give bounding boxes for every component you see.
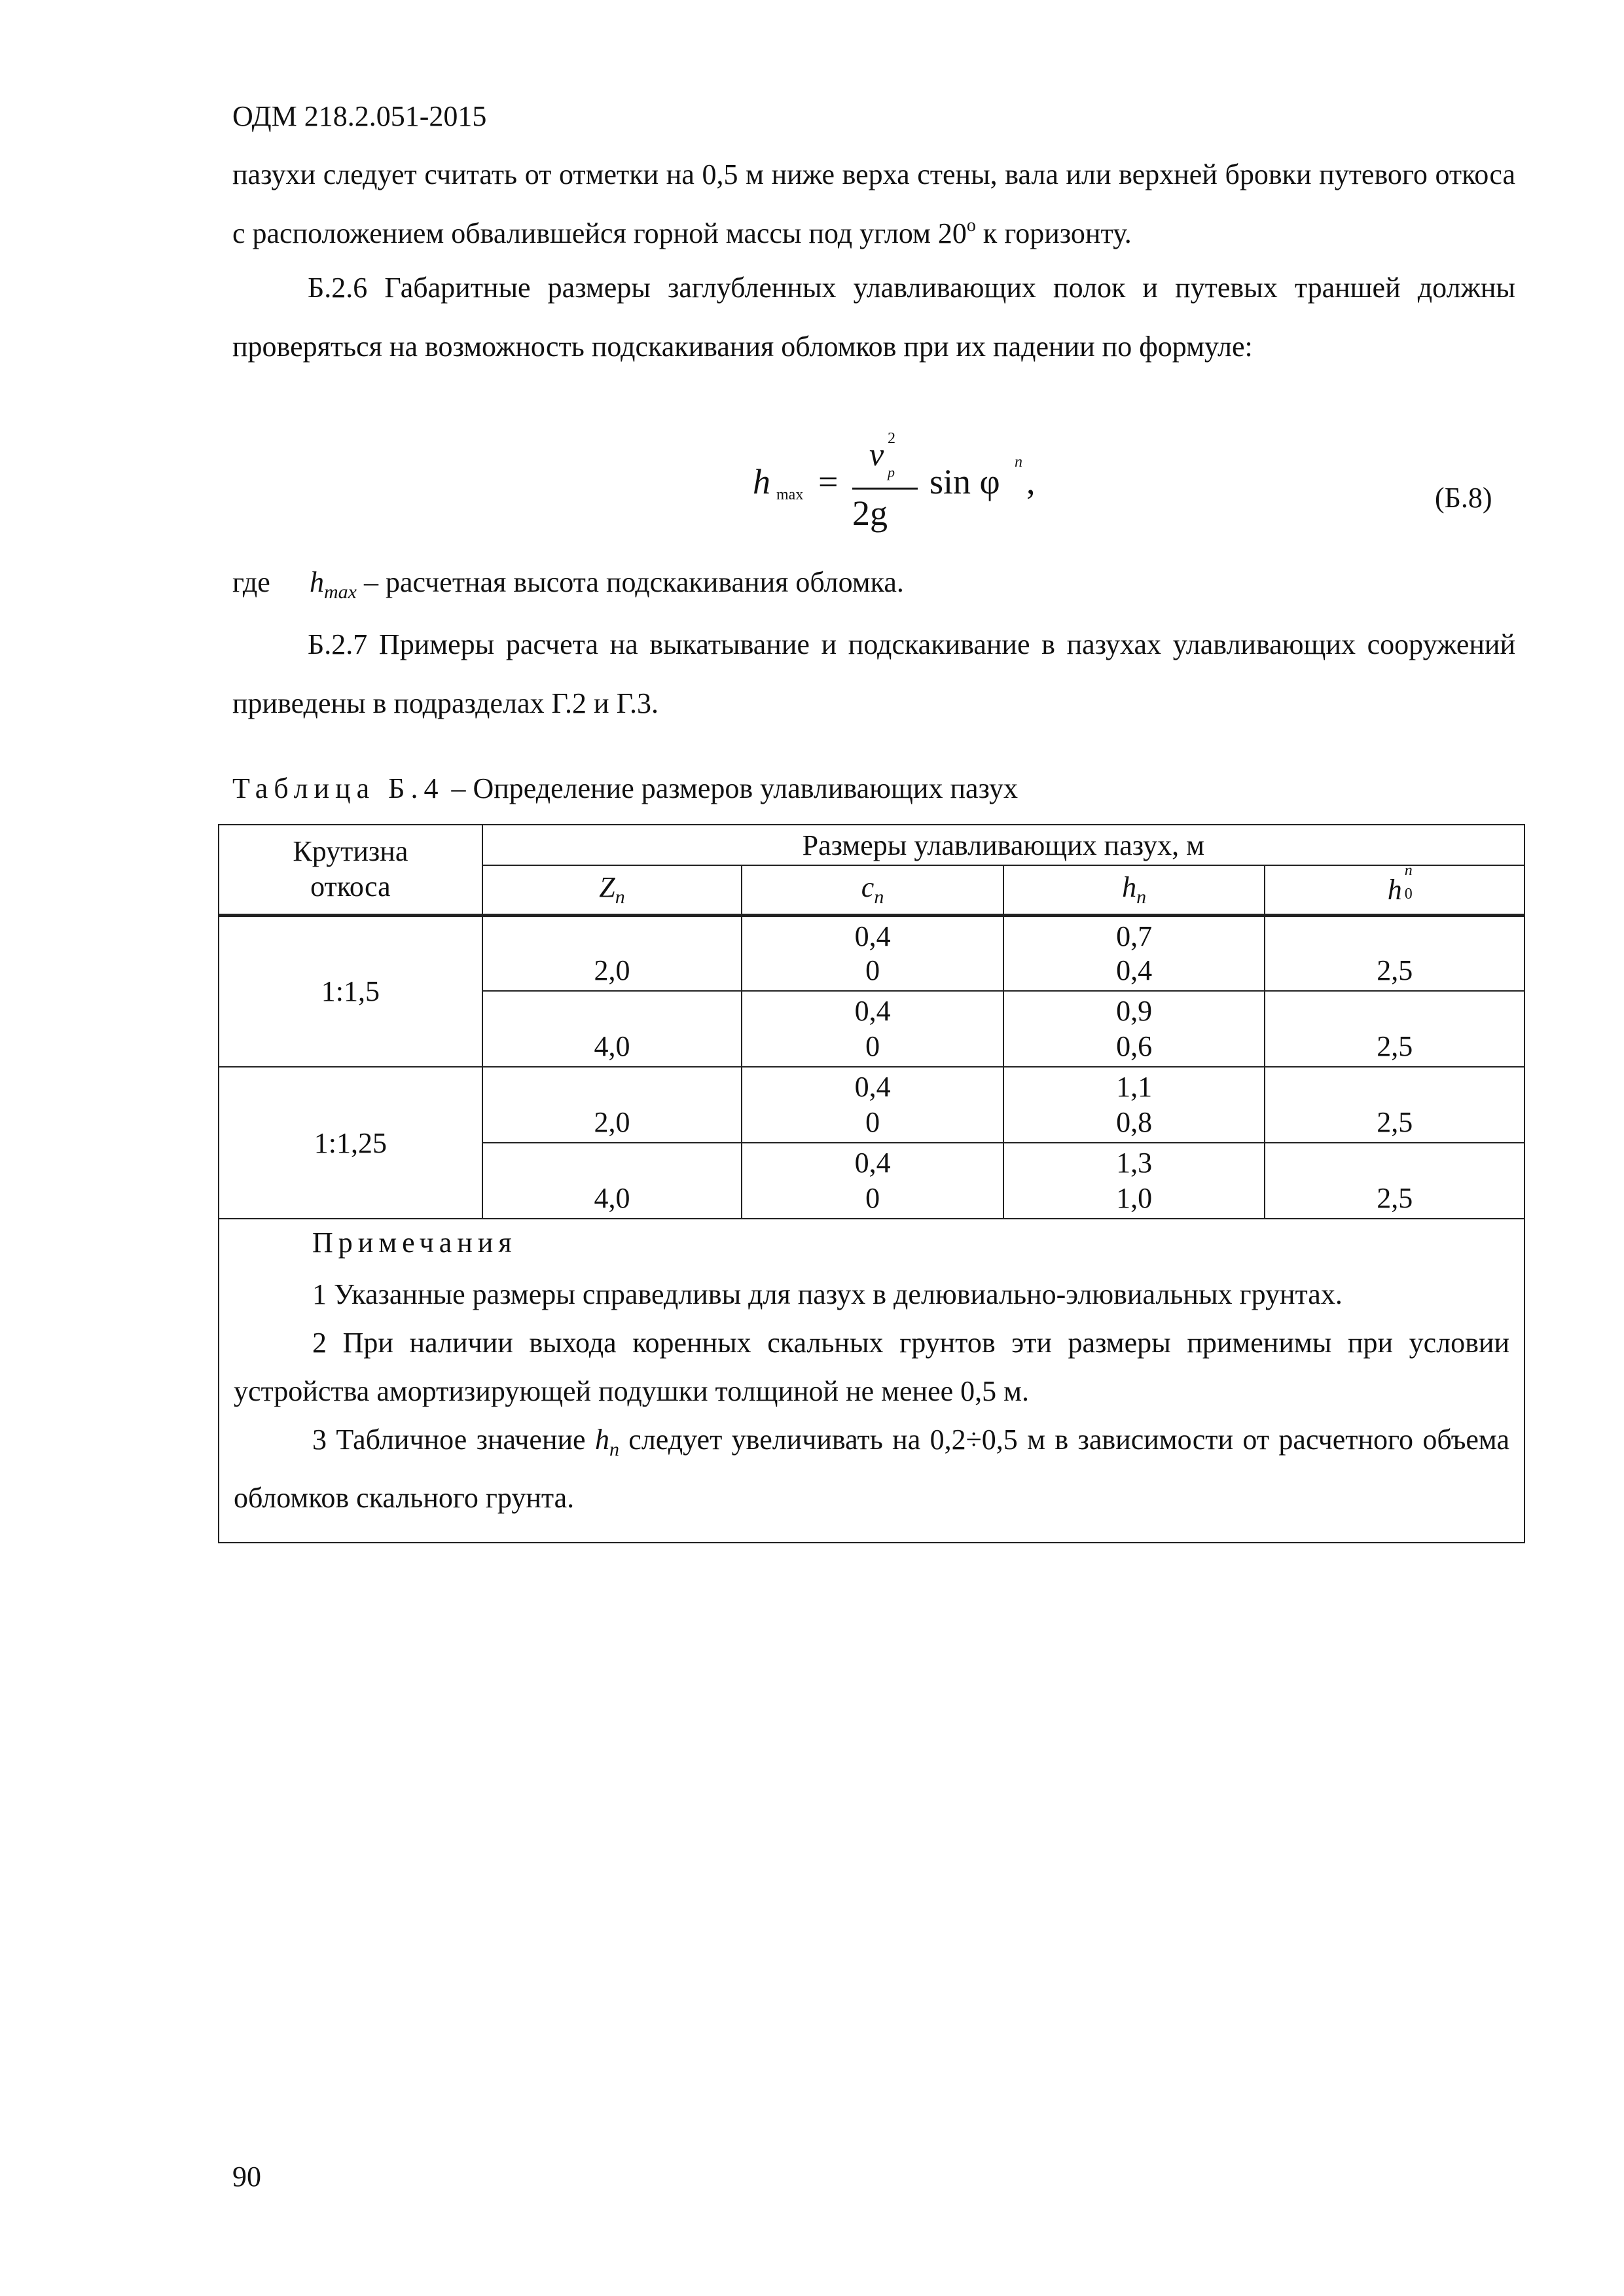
where-symbol: h [310, 566, 324, 598]
c-value-top: 0,4 [854, 920, 891, 952]
c-value-bottom: 0 [865, 1106, 880, 1138]
table-caption [232, 769, 1018, 808]
header-steepness-line1: Крутизна [293, 835, 408, 868]
c-cell [742, 915, 1003, 991]
c-value-top: 0,4 [854, 1147, 891, 1179]
header-z [482, 865, 742, 915]
header-group: Размеры улавливающих пазух, м [482, 825, 1525, 865]
h0-cell [1265, 1067, 1525, 1143]
header-h-symbol: h [1122, 871, 1137, 904]
dimensions-table [218, 824, 1525, 1543]
h-value-bottom: 0,8 [1116, 1106, 1153, 1138]
c-cell [742, 1067, 1003, 1143]
note-2: 2 При наличии выхода коренных скальных грунтов эти размеры применимы при условии устройства амортизирующей подушки толщиной не менее 0,5 м. [234, 1327, 1509, 1407]
h-value-bottom: 0,4 [1116, 954, 1153, 986]
c-value-top: 0,4 [854, 1071, 891, 1103]
fraction-bar [852, 488, 918, 490]
formula-function: sin φ [929, 462, 1000, 501]
h-cell [1003, 991, 1265, 1067]
header-z-sub: n [615, 886, 625, 908]
formula-lhs: h [753, 462, 770, 501]
formula-numerator: v [869, 436, 884, 473]
h-value-bottom: 0,6 [1116, 1030, 1153, 1062]
header-h0-symbol: h [1387, 873, 1402, 906]
table-row [219, 1067, 1525, 1143]
table-caption-label: Таблица Б.4 [232, 772, 444, 804]
header-c-sub: n [874, 886, 884, 908]
where-symbol-sub: max [324, 581, 357, 603]
z-cell [482, 1067, 742, 1143]
header-z-symbol: Z [599, 871, 615, 904]
h-cell [1003, 915, 1265, 991]
where-clause [232, 563, 904, 603]
header-steepness-line2: откоса [310, 870, 391, 903]
c-cell [742, 991, 1003, 1067]
note-1: 1 Указанные размеры справедливы для пазух в делювиально-элювиальных грунтах. [312, 1278, 1343, 1310]
note-3-symbol: h [594, 1424, 609, 1456]
header-h [1003, 865, 1265, 915]
degree-mark: о [966, 215, 976, 236]
c-value-bottom: 0 [865, 1182, 880, 1214]
table-row [219, 915, 1525, 991]
h-cell [1003, 1067, 1265, 1143]
formula-comma: , [1026, 462, 1036, 501]
note-3-text-end: следует увеличивать на 0,2÷0,5 м в зависимости от расчетного объема обломков скального грунта. [234, 1424, 1509, 1514]
header-c-symbol: c [861, 871, 875, 904]
steepness-cell: 1:1,5 [219, 915, 482, 1067]
header-h-sub: n [1136, 886, 1147, 908]
equation-number: (Б.8) [1435, 482, 1492, 514]
notes-row [219, 1219, 1525, 1543]
notes-title: Примечания [312, 1227, 517, 1259]
z-cell [482, 1143, 742, 1219]
note-3 [234, 1416, 1509, 1522]
c-value-top: 0,4 [854, 995, 891, 1027]
formula-equals: = [818, 462, 839, 501]
h0-value: 2,5 [1377, 1030, 1413, 1062]
note-3-text: 3 Табличное значение [312, 1424, 595, 1456]
paragraph-text-end: к горизонту. [975, 217, 1132, 249]
formula-numerator-sup: 2 [888, 430, 895, 447]
c-cell [742, 1143, 1003, 1219]
header-h0-sup: n [1404, 861, 1413, 879]
formula-lhs-sub: max [776, 486, 804, 503]
h0-cell [1265, 915, 1525, 991]
z-cell [482, 991, 742, 1067]
header-steepness [219, 825, 482, 915]
h0-cell [1265, 991, 1525, 1067]
where-definition [310, 563, 904, 612]
z-cell [482, 915, 742, 991]
header-c [742, 865, 1003, 915]
header-h0 [1265, 861, 1525, 915]
formula-numerator-sub: p [888, 464, 895, 480]
paragraph-text: пазухи следует считать от отметки на 0,5 м ниже верха стены, вала или верхней бровки путевого откоса с расположением обвалившейся горной массы под углом 20 [232, 158, 1515, 249]
steepness-cell: 1:1,25 [219, 1067, 482, 1219]
paragraph-b27: Б.2.7 Примеры расчета на выкатывание и подскакивание в пазухах улавливающих сооружений приведены в подразделах Г.2 и Г.3. [232, 628, 1515, 719]
table-caption-text: – Определение размеров улавливающих пазух [444, 772, 1018, 804]
paragraph-b26: Б.2.6 Габаритные размеры заглубленных улавливающих полок и путевых траншей должны проверяться на возможность подскакивания обломков при их падении по формуле: [232, 272, 1515, 363]
notes-cell [219, 1219, 1525, 1543]
where-text: – расчетная высота подскакивания обломка. [356, 566, 904, 598]
document-code: ОДМ 218.2.051-2015 [232, 100, 487, 132]
z-value: 4,0 [594, 1182, 630, 1214]
h-cell [1003, 1143, 1265, 1219]
h-value-top: 0,9 [1116, 995, 1153, 1027]
z-value: 2,0 [594, 954, 630, 986]
h0-value: 2,5 [1377, 1182, 1413, 1214]
h0-value: 2,5 [1377, 1106, 1413, 1138]
formula-denominator: 2g [852, 493, 888, 533]
h-value-top: 1,1 [1116, 1071, 1153, 1103]
formula-function-sup: n [1015, 454, 1022, 471]
page-number: 90 [232, 2161, 261, 2193]
where-label: где [232, 566, 270, 598]
table-header-row [219, 825, 1525, 865]
c-value-bottom: 0 [865, 1030, 880, 1062]
c-value-bottom: 0 [865, 954, 880, 986]
z-value: 4,0 [594, 1030, 630, 1062]
h0-value: 2,5 [1377, 954, 1413, 986]
h0-cell [1265, 1143, 1525, 1219]
h-value-bottom: 1,0 [1116, 1182, 1153, 1214]
h-value-top: 1,3 [1116, 1147, 1153, 1179]
z-value: 2,0 [594, 1106, 630, 1138]
header-h0-sub: 0 [1404, 885, 1413, 903]
note-3-symbol-sub: n [609, 1438, 619, 1460]
h-value-top: 0,7 [1116, 920, 1153, 952]
paragraph-continuation [232, 145, 1515, 263]
formula-b8 [753, 430, 1036, 540]
